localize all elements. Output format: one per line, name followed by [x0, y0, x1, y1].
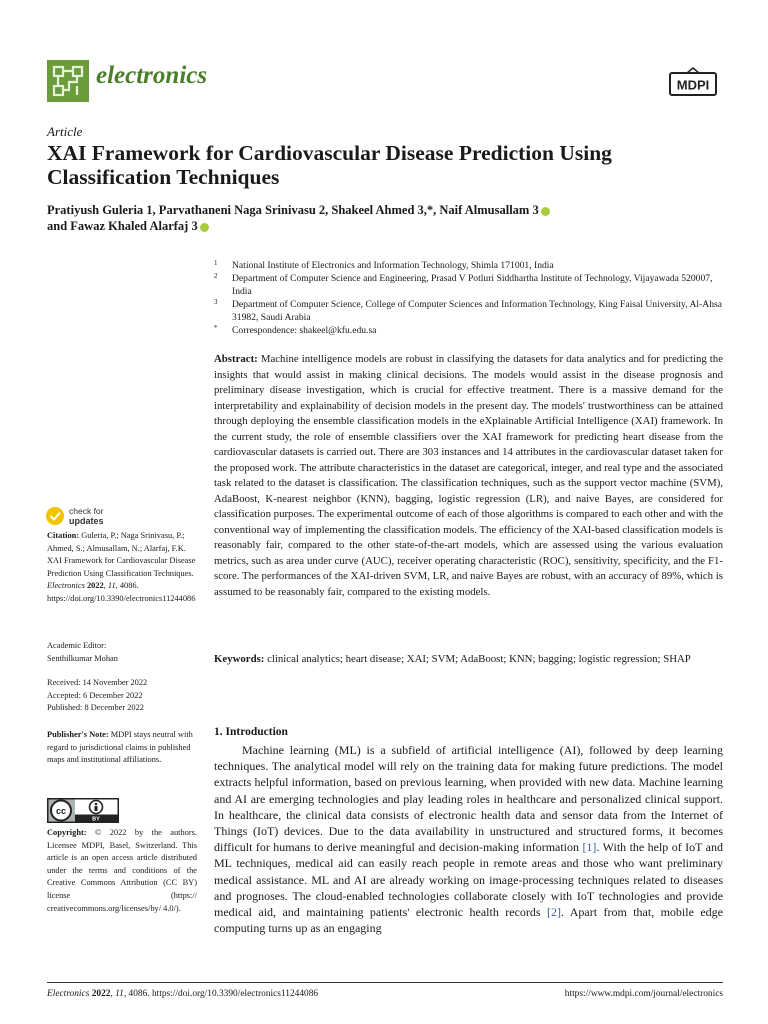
keywords-text: clinical analytics; heart disease; XAI; SVM; AdaBoost; KNN; bagging; logistic regression; SHAP: [267, 653, 691, 665]
date-received: Received: 14 November 2022: [47, 678, 148, 687]
orcid-icon[interactable]: [200, 223, 209, 232]
citation-doi-link[interactable]: , 4086. https://doi.org/10.3390/electronics11244086: [47, 581, 196, 603]
date-accepted: Accepted: 6 December 2022: [47, 690, 143, 700]
footer-journal-url[interactable]: https://www.mdpi.com/journal/electronics: [564, 989, 723, 999]
svg-text:cc: cc: [55, 806, 67, 816]
reference-link[interactable]: [1]: [582, 840, 597, 855]
abstract-text: Machine intelligence models are robust in classifying the datasets for data analytics and for predicting the insights that would assist in making clinical decisions. The models would assist in the disease prognosis and preliminary disease investigation, which is crucial for effective treatment. There is a massive demand for the interpretability and explainability of decision models in the present day. The models' trustworthiness can be attained through deploying the ensemble classification models in the eXplainable Artificial Intelligence (XAI) framework. In the current study, the role of ensemble classifiers over the XAI framework for predicting heart disease from the cardiovascular datasets is carried out. There are 303 instances and 14 attributes in the cardiovascular dataset taken for the proposed work. The attribute characteristics in the dataset are categorical, integer, and real type and the associated task related to the dataset is classification. The classification techniques, such as the support vector machine (SVM), AdaBoost, K-nearest neighbor (KNN), bagging, logistic regression (LR), and naive Bayes, are considered for classification purposes. The experimental outcome of each of those algorithms is compared to each other and with the conventional way of implementing the classification models. The efficiency of the XAI-based classification models is reasonably fair, compared to the other state-of-the-art models, which are assessed using the various evaluation metrics, such as area under curve (AUC), receiver operating characteristic (ROC), sensitivity, specificity, and the F1-score. The performances of the XAI-driven SVM, LR, and naive Bayes are robust, with an accuracy of 89%, which is assumed to be reasonably fair, compared to the existing models.: [214, 353, 724, 598]
footer-doi-link[interactable]: , 4086. https://doi.org/10.3390/electronics11244086: [123, 989, 319, 999]
affiliation-item: 2 Department of Computer Science and Engineering, Prasad V Potluri Siddhartha Institute of Technology, Vijayawada 520007, India: [214, 272, 713, 297]
article-title: XAI Framework for Cardiovascular Disease Prediction Using Classification Techniques: [47, 141, 612, 189]
svg-text:MDPI: MDPI: [676, 77, 710, 93]
keywords-label: Keywords:: [214, 653, 265, 665]
affiliation-item: 1 National Institute of Electronics and Information Technology, Shimla 171001, India: [214, 259, 554, 271]
affiliation-item: 3 Department of Computer Science, College of Computer Sciences and Information Technology, King Faisal University, Al-Ahsa 31982, Saudi Arabia: [214, 298, 723, 323]
author-list: [47, 202, 727, 234]
journal-name: electronics: [96, 62, 208, 89]
footer-citation: Electronics 2022, 11, 4086. https://doi.org/10.3390/electronics11244086: [47, 989, 319, 999]
abstract: [214, 352, 723, 600]
footer-divider: [47, 982, 723, 983]
reference-link[interactable]: [2]: [546, 905, 561, 920]
copyright: Copyright: © 2022 by the authors. Licensee MDPI, Basel, Switzerland. This article is an open access article distributed under the terms and conditions of the Creative Commons Attribution (CC BY) license (https:// creativecommons.org/licenses/by/ 4.0/).: [47, 828, 198, 913]
citation: Citation: Guleria, P.; Naga Srinivasu, P.; Ahmed, S.; Almusallam, N.; Alarfaj, F.K. XAI Framework for Cardiovascular Disease Prediction Using Classification Techniques. Electronics 2022, 11, 4086. https://doi.org/10.3390/electronics11244086: [47, 531, 196, 603]
orcid-icon[interactable]: [541, 207, 550, 216]
cc-by-license-icon[interactable]: [47, 798, 119, 827]
academic-editor: Academic Editor: Senthilkumar Mohan: [47, 641, 118, 663]
date-published: Published: 8 December 2022: [47, 703, 144, 713]
publisher-note: Publisher's Note: MDPI stays neutral with regard to jurisdictional claims in published maps and institutional affiliations.: [47, 730, 193, 765]
affiliations: [214, 259, 729, 337]
introduction-paragraph: Machine learning (ML) is a subfield of artificial intelligence (AI), followed by deep learning techniques. The analytical model will rely on the training data for making future predictions. The model extracts helpful information, based on previous learning, when provided with new data. Machine learning and AI are emerging technologies and play leading roles in healthcare and personalized clinical support. In healthcare, the clinical data consists of electronic health data and sensor data from the Internet of Things (IoT) devices. Due to the data availability in unstructured and structured forms, it becomes difficult for humans to derive meaningful and decision-making information [1]. With the help of IoT and ML techniques, medical aid can easily reach people in remote areas and those who want preliminary medical assistance. ML and AI are already working on image-processing techniques related to diseases and prognoses. The cloud-enabled technologies collaborate closely with IoT technologies and provide medical aid, and maintaining patients' electronic health records [2]. Apart from that, mobile edge computing turns up as an engaging: [214, 743, 723, 936]
dates: [47, 677, 197, 715]
authors-line-1[interactable]: Pratiyush Guleria 1, Parvathaneni Naga Srinivasu 2, Shakeel Ahmed 3,*, Naif Almusallam 3: [47, 203, 539, 217]
svg-text:BY: BY: [92, 816, 100, 823]
keywords: [214, 652, 723, 668]
mdpi-logo: [667, 67, 719, 101]
authors-line-2[interactable]: and Fawaz Khaled Alarfaj 3: [47, 219, 198, 233]
check-for-updates-button[interactable]: [45, 505, 127, 531]
journal-logo-icon: [47, 60, 89, 102]
svg-text:updates: updates: [69, 516, 104, 526]
svg-text:check for: check for: [69, 506, 104, 516]
article-type: Article: [47, 124, 83, 139]
section-heading-introduction: 1. Introduction: [214, 726, 288, 738]
abstract-label: Abstract:: [214, 353, 258, 365]
correspondence[interactable]: * Correspondence: shakeel@kfu.edu.sa: [214, 324, 377, 336]
